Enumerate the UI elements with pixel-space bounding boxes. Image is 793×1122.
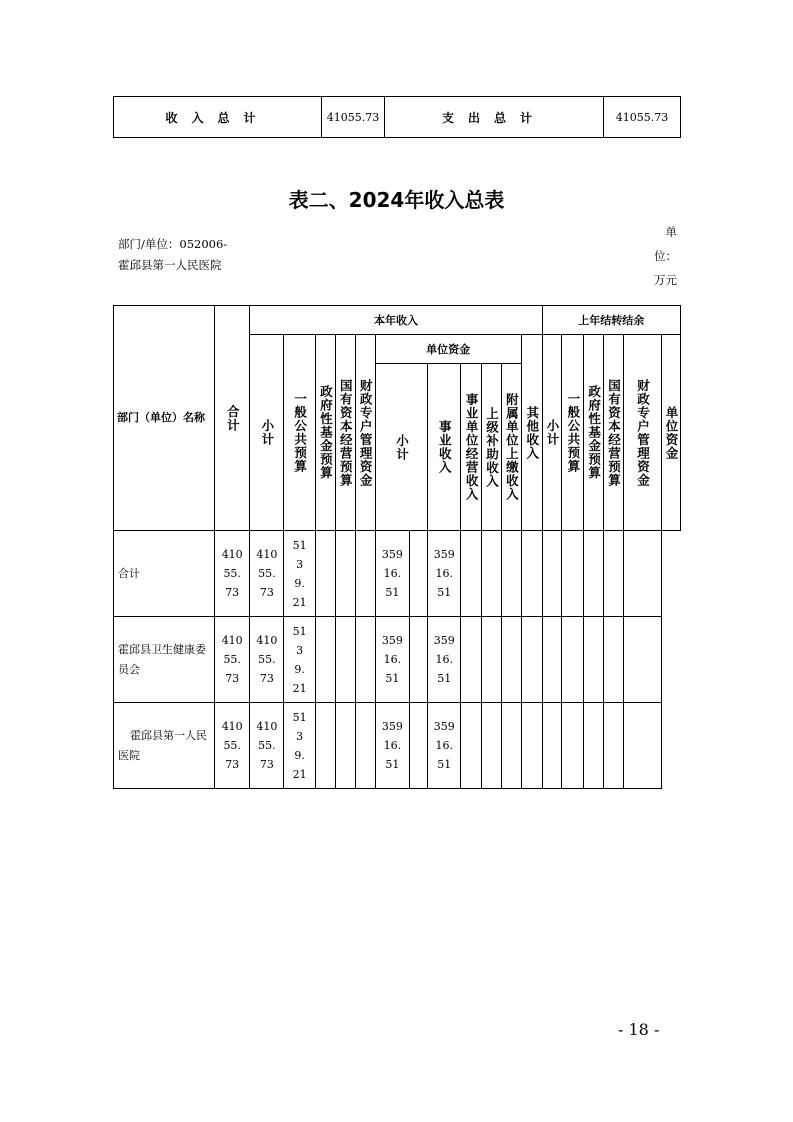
header-operating-income: 事业单位经营收入	[461, 364, 482, 531]
table-row	[114, 531, 681, 617]
row-unit-subtotal: 35916.51	[375, 703, 410, 789]
row-total: 41055.73	[214, 617, 250, 703]
page-title: 表二、2024年收入总表	[288, 188, 505, 212]
row-subtotal: 41055.73	[250, 617, 284, 703]
header-business-income: 事业收入	[428, 364, 461, 531]
row-general-budget: 5139.21	[284, 703, 316, 789]
header-dept-name: 部门（单位）名称	[114, 306, 215, 531]
row-subtotal: 41055.73	[250, 531, 284, 617]
header-affiliated-income: 附属单位上缴收入	[501, 364, 521, 531]
row-name: 合计	[114, 531, 215, 617]
header-gov-fund: 政府性基金预算	[315, 335, 335, 531]
row-general-budget: 5139.21	[284, 617, 316, 703]
header-subtotal: 小计	[250, 335, 284, 531]
header-superior-subsidy: 上级补助收入	[482, 364, 502, 531]
department-label: 部门/单位：052006-霍邱县第一人民医院	[118, 237, 228, 272]
header-other-income: 其他收入	[521, 335, 542, 531]
row-business-income: 35916.51	[428, 703, 461, 789]
header-fiscal-special: 财政专户管理资金	[355, 335, 375, 531]
row-business-income: 35916.51	[428, 617, 461, 703]
expense-total-value: 41055.73	[604, 97, 681, 138]
table-row	[114, 617, 681, 703]
expense-total-label: 支出总计	[385, 97, 604, 138]
header-co-fiscal-special: 财政专户管理资金	[623, 335, 661, 531]
header-co-gov-fund: 政府性基金预算	[584, 335, 604, 531]
header-co-unit-funds: 单位资金	[662, 335, 681, 531]
summary-table	[113, 96, 681, 138]
header-current-income: 本年收入	[250, 306, 542, 335]
row-total: 41055.73	[214, 703, 250, 789]
table-row	[114, 703, 681, 789]
row-general-budget: 5139.21	[284, 531, 316, 617]
row-unit-subtotal: 35916.51	[375, 617, 410, 703]
unit-label: 单位：万元	[654, 225, 677, 287]
header-unit-funds: 单位资金	[375, 335, 521, 364]
income-table	[113, 305, 681, 789]
header-total: 合计	[214, 306, 250, 531]
header-co-state-capital: 国有资本经营预算	[604, 335, 624, 531]
header-carryover: 上年结转结余	[542, 306, 680, 335]
header-co-general-budget: 一般公共预算	[562, 335, 584, 531]
row-name: 霍邱县卫生健康委员会	[114, 617, 215, 703]
row-unit-subtotal: 35916.51	[375, 531, 410, 617]
row-business-income: 35916.51	[428, 531, 461, 617]
row-subtotal: 41055.73	[250, 703, 284, 789]
header-general-budget: 一般公共预算	[284, 335, 316, 531]
header-state-capital: 国有资本经营预算	[335, 335, 355, 531]
header-unit-subtotal: 小计	[375, 364, 428, 531]
income-total-value: 41055.73	[322, 97, 385, 138]
income-total-label: 收入总计	[114, 97, 322, 138]
row-total: 41055.73	[214, 531, 250, 617]
page-number: - 18 -	[618, 1020, 660, 1039]
header-co-subtotal: 小计	[542, 335, 562, 531]
row-name: 霍邱县第一人民医院	[114, 703, 215, 789]
